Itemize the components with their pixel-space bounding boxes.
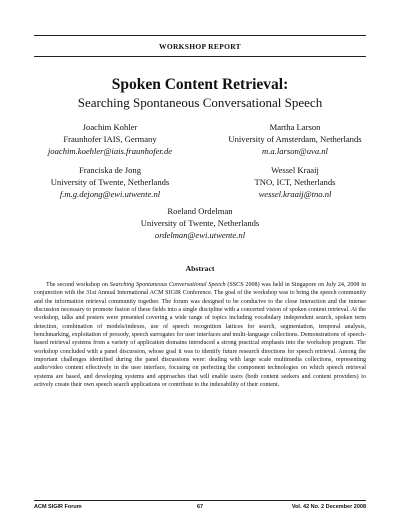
author-block [100,205,300,242]
author-affiliation: University of Twente, Netherlands [140,218,260,229]
author-name: Wessel Kraaij [271,165,319,175]
author-email: wessel.kraaij@tno.nl [258,189,332,200]
author-name: Joachim Kohler [82,122,138,132]
author-name: Roeland Ordelman [167,206,233,216]
section-kicker: WORKSHOP REPORT [159,42,241,51]
footer-issue: Vol. 42 No. 2 December 2008 [291,504,366,510]
author-email: joachim.koehler@iais.fraunhofer.de [47,146,173,157]
kicker-rule [34,56,366,57]
paper-title: Spoken Content Retrieval: [111,76,289,93]
author-block [200,121,390,158]
top-rule [34,35,366,36]
author-name: Martha Larson [269,122,321,132]
author-block [20,121,200,158]
author-affiliation: University of Twente, Netherlands [50,177,170,188]
author-affiliation: University of Amsterdam, Netherlands [228,134,362,145]
paper-subtitle: Searching Spontaneous Conversational Speech [77,95,323,110]
abstract-lead: The second workshop on [46,282,110,288]
author-affiliation: TNO, ICT, Netherlands [254,177,336,188]
abstract-text [34,281,366,389]
abstract-heading: Abstract [185,264,215,273]
author-block [200,164,390,201]
abstract-body: (SSCS 2008) was held in Singapore on July 24, 2008 in conjunction with the 31st Annual International ACM SIGIR Conference. The goal of the workshop was to bring the speech community and the information retrieval community together. The forum was designed to be conducive to the close interaction and the intense discussion necessary to promote fusion of these fields into a single discipline with a concerted vision of spoken content retrieval. At the workshop, talks and posters were presented covering a wide range of topics including vocabulary independent search, spoken term detection, combination of models/indexes, use of speech recognition lattices for search, segmentation, temporal analysis, benchmarking, exploitation of prosody, speech surrogates for user interfaces and multi-language collections. Demonstrations of speech-based retrieval systems from a variety of application domains introduced a strong practical emphasis into the workshop program. The workshop concluded with a panel discussion, whose goal it was to identify future research directions for speech retrieval. Among the important challenges identified during the panel discussions were: dealing with large scale multimedia collections, representing audio/video content effectively in the user interface, focusing on perfecting the component technologies on which speech retrieval systems are based, and developing systems and approaches that will enable users (both content seekers and content providers) to actively create their own speech search applications or contribute to the indexability of their content. [34,282,366,389]
author-email: m.a.larson@uva.nl [262,146,328,157]
footer-rule [34,500,366,501]
author-email: ordelman@ewi.utwente.nl [154,230,246,241]
footer-journal: ACM SIGIR Forum [34,504,82,510]
author-email: f.m.g.dejong@ewi.utwente.nl [59,189,161,200]
author-block [20,164,200,201]
author-name: Franciska de Jong [78,165,142,175]
workshop-name: Searching Spontaneous Conversational Speech [109,282,226,288]
author-affiliation: Fraunhofer IAIS, Germany [63,134,157,145]
footer-page-number: 67 [196,504,204,510]
